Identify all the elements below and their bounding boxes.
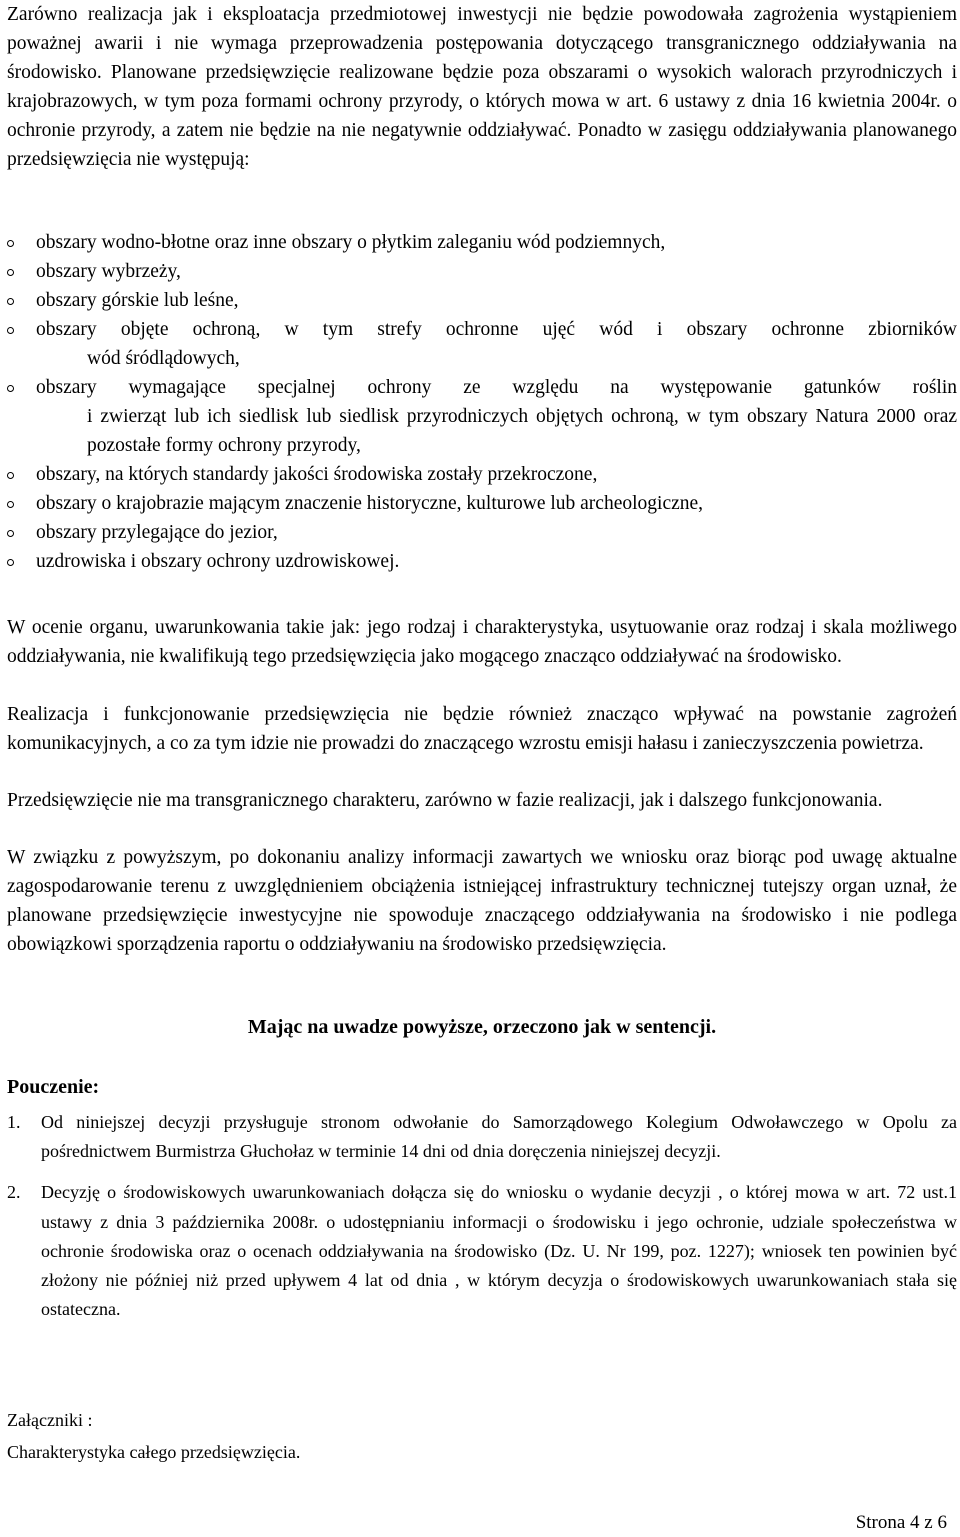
list-item-text: obszary górskie lub leśne,: [36, 290, 239, 311]
list-item: [7, 489, 957, 518]
list-item-continuation: wód śródlądowych,: [87, 348, 240, 369]
list-item: [7, 257, 957, 286]
instruction-item: [7, 1108, 957, 1166]
list-item: [7, 228, 957, 257]
page-number: Strona 4 z 6: [855, 1512, 947, 1533]
list-item: [7, 547, 957, 576]
list-item-text: uzdrowiska i obszary ochrony uzdrowiskowej.: [36, 551, 400, 572]
list-item-text: obszary przylegające do jezior,: [36, 522, 278, 543]
communication-paragraph: Realizacja i funkcjonowanie przedsięwzięcia nie będzie również znacząco wpływać na powstanie zagrożeń komunikacyjnych, a co za tym idzie nie prowadzi do znaczącego wzrostu emisji hałasu i zanieczyszczenia powietrza.: [7, 704, 957, 754]
list-item-text: obszary wybrzeży,: [36, 261, 181, 282]
list-item-text: obszary wodno-błotne oraz inne obszary o płytkim zaleganiu wód podziemnych,: [36, 232, 666, 253]
list-item: [7, 286, 957, 315]
instruction-list: [7, 1108, 957, 1336]
bullet-icon: [7, 385, 14, 392]
list-item-text: obszary, na których standardy jakości środowiska zostały przekroczone,: [36, 464, 598, 485]
list-item-continuation: i zwierząt lub ich siedlisk lub siedlisk przyrodniczych objętych ochroną, w tym obszary Natura 2000 oraz pozostałe formy ochrony przyrody,: [87, 406, 957, 456]
assessment-paragraph: W ocenie organu, uwarunkowania takie jak: jego rodzaj i charakterystyka, usytuowanie oraz rodzaj i skala możliwego oddziaływania, nie kwalifikują tego przedsięwzięcia jako mogącego znacząco oddziaływać na środowisko.: [7, 617, 957, 667]
bullet-icon: [7, 501, 14, 508]
attachments-heading: Załączniki :: [7, 1410, 93, 1430]
transboundary-paragraph: Przedsięwzięcie nie ma transgranicznego charakteru, zarówno w fazie realizacji, jak i dalszego funkcjonowania.: [7, 790, 883, 811]
bullet-icon: [7, 472, 14, 479]
bullet-icon: [7, 269, 14, 276]
bullet-icon: [7, 240, 14, 247]
list-item: [7, 518, 957, 547]
list-item: [7, 315, 957, 373]
bullet-icon: [7, 298, 14, 305]
instruction-item: [7, 1178, 957, 1324]
intro-paragraph: Zarówno realizacja jak i eksploatacja przedmiotowej inwestycji nie będzie powodowała zagrożenia wystąpieniem poważnej awarii i nie wymaga przeprowadzenia postępowania dotyczącego transgranicznego oddziaływania na środowisko. Planowane przedsięwzięcie realizowane będzie poza obszarami o wysokich walorach przyrodniczych i krajobrazowych, w tym poza formami ochrony przyrody, o których mowa w art. 6 ustawy z dnia 16 kwietnia 2004r. o ochronie przyrody, a zatem nie będzie na nie negatywnie oddziaływać. Ponadto w zasięgu oddziaływania planowanego przedsięwzięcia nie występują:: [7, 4, 957, 170]
attachments-text: Charakterystyka całego przedsięwzięcia.: [7, 1442, 301, 1462]
list-item: [7, 373, 957, 460]
sentence-heading: Mając na uwadze powyższe, orzeczono jak w sentencji.: [247, 1016, 717, 1038]
item-number: 1.: [7, 1112, 21, 1132]
item-text: Od niniejszej decyzji przysługuje stronom odwołanie do Samorządowego Kolegium Odwoławczego w Opolu za pośrednictwem Burmistrza Głuchołaz w terminie 14 dni od dnia doręczenia niniejszej decyzji.: [41, 1112, 957, 1162]
list-item-text: obszary o krajobrazie mającym znaczenie historyczne, kulturowe lub archeologiczne,: [36, 493, 704, 514]
excluded-areas-list: [7, 228, 957, 576]
list-item-text: obszary objęte ochroną, w tym strefy ochronne ujęć wód i obszary ochronne zbiorników: [36, 319, 957, 340]
instruction-heading: Pouczenie:: [7, 1076, 100, 1098]
item-text: Decyzję o środowiskowych uwarunkowaniach dołącza się do wniosku o wydanie decyzji , o której mowa w art. 72 ust.1 ustawy z dnia 3 października 2008r. o udostępnianiu informacji o środowisku i jego ochronie, udziale społeczeństwa w ochronie środowiska oraz o ocenach oddziaływania na środowisko (Dz. U. Nr 199, poz. 1227); wniosek ten powinien być złożony nie później niż przed upływem 4 lat od dnia , w którym decyzja o środowiskowych uwarunkowaniach stała się ostateczna.: [41, 1182, 957, 1320]
bullet-icon: [7, 530, 14, 537]
item-number: 2.: [7, 1182, 21, 1203]
list-item: [7, 460, 957, 489]
list-item-text: obszary wymagające specjalnej ochrony ze względu na występowanie gatunków roślin: [36, 377, 957, 398]
conclusion-paragraph: W związku z powyższym, po dokonaniu analizy informacji zawartych we wniosku oraz biorąc pod uwagę aktualne zagospodarowanie terenu z uwzględnieniem obciążenia istniejącej infrastruktury technicznej tutejszy organ uznał, że planowane przedsięwzięcie inwestycyjne nie spowoduje znaczącego oddziaływania na środowisko i nie podlega obowiązkowi sporządzenia raportu o oddziaływaniu na środowisko przedsięwzięcia.: [7, 847, 957, 955]
bullet-icon: [7, 559, 14, 566]
bullet-icon: [7, 327, 14, 334]
